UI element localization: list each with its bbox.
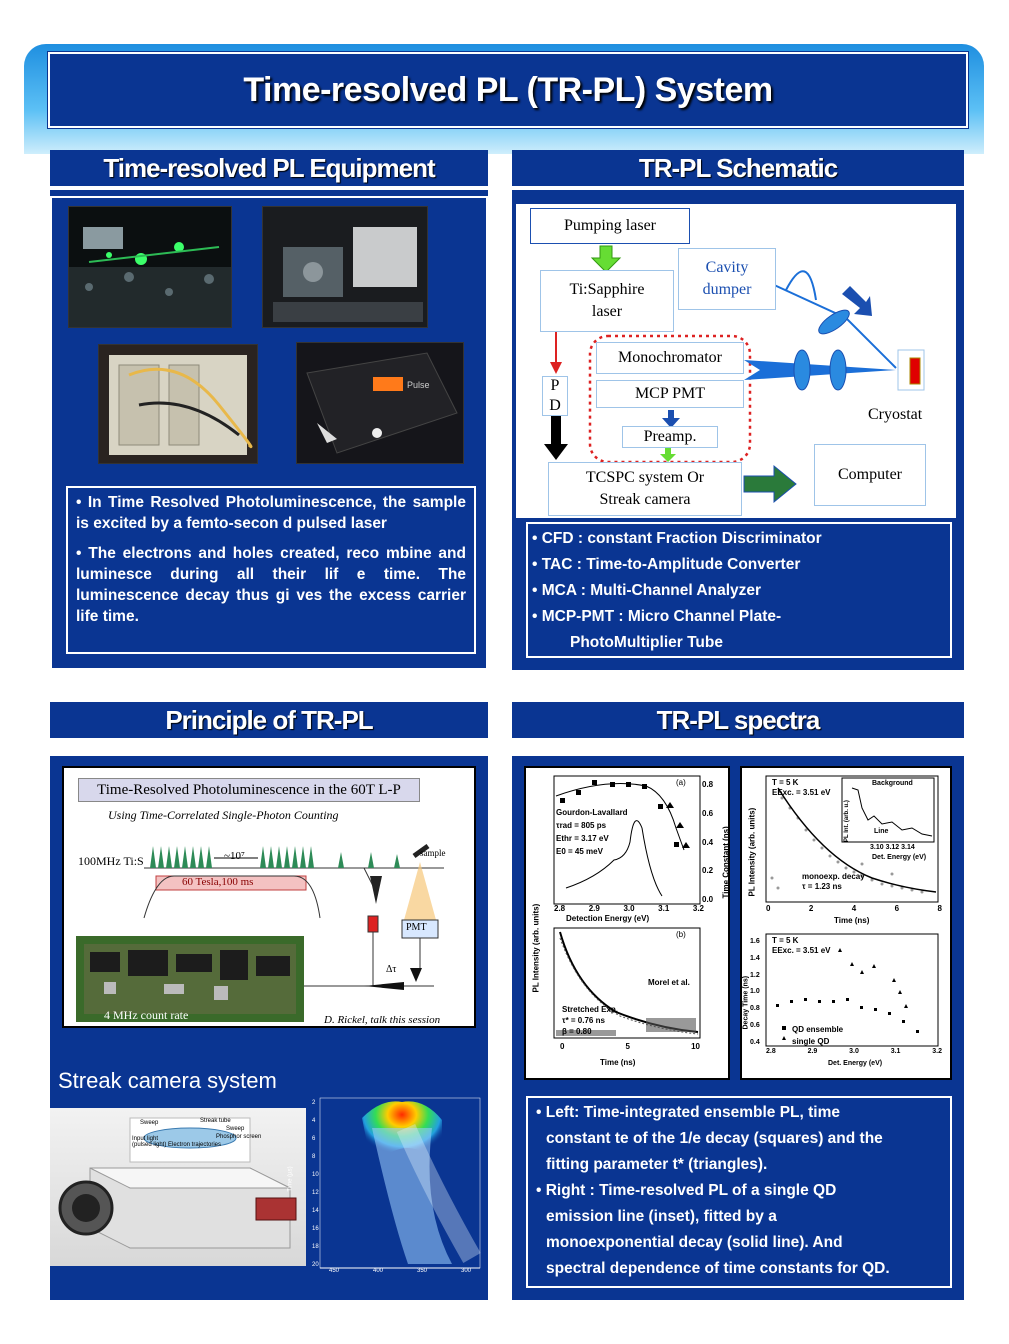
spectra-description-box [526,1096,952,1288]
left-bottom-xlabel: Time (ns) [600,1058,636,1067]
schematic-pumping-laser: Pumping laser [530,208,690,244]
schematic-tcspc: TCSPC system Or Streak camera [548,462,742,516]
principle-field: 60 Tesla,100 ms [182,876,254,888]
section-header-spectra: TR-PL spectra [512,702,964,738]
principle-pmt: PMT [406,922,427,933]
streak-yticks: 2 4 6 8 10 12 14 16 18 20 [312,1100,319,1268]
principle-count-rate: 4 MHz count rate [104,1008,189,1022]
right-top-xticks: 0 2 4 6 8 [766,904,942,913]
equipment-photo-laser-head [296,342,464,464]
equipment-text-box [66,486,476,654]
desc-line-6: monoexponential decay (solid line). And [546,1234,843,1251]
principle-laser-label: 100MHz Ti:S [78,854,144,868]
right-bottom-xticks: 2.8 2.9 3.0 3.1 3.2 [766,1048,942,1055]
principle-sample: sample [420,848,446,858]
spectra-left-graph [524,766,730,1080]
desc-line-7: spectral dependence of time constants for QD. [546,1260,890,1277]
left-top-ylabel: Time Constant (ns) [721,826,731,899]
equipment-photo-tcspc-rack [98,344,258,464]
equipment-photo-monochromator [262,206,428,328]
streak-xticks: 450 400 350 300 [328,1268,471,1274]
left-bottom-panel-label: (b) [676,930,686,939]
right-bottom-yticks: 1.6 1.4 1.2 1.0 0.8 0.6 0.4 [750,938,760,1046]
streak-part-input: Input light (pulsed light) [132,1136,167,1148]
definition-tac: • TAC : Time-to-Amplitude Converter [532,556,801,573]
equipment-panel [50,190,488,670]
principle-delta: Δτ [386,964,397,975]
streak-ylabel: Time (µs) [287,1166,294,1192]
desc-line-3: fitting parameter t* (triangles). [546,1156,768,1173]
principle-figure [62,766,476,1028]
desc-line-4: • Right : Time-resolved PL of a single QD [536,1182,837,1199]
schematic-cavity-dumper: Cavity dumper [678,248,776,310]
spectra-right-graph [740,766,952,1080]
schematic-ti-sapphire: Ti:Sapphire laser [540,270,674,332]
right-top-fit: monoexp. decay τ = 1.23 ns [802,872,865,891]
principle-panel [50,756,488,1300]
equipment-bullet-1: • In Time Resolved Photoluminescence, the sample is excited by a femto-secon d pulsed laser [76,494,466,532]
right-top-legend: T = 5 K EExc. = 3.51 eV [772,778,831,797]
desc-line-5: emission line (inset), fitted by a [546,1208,777,1225]
right-top-inset-xticks: 3.10 3.12 3.14 [870,844,915,851]
principle-pulse-count: ~10⁷ [224,850,245,862]
streak-part-phosphor: Phosphor screen [216,1134,262,1140]
left-bottom-morel: Morel et al. [648,978,690,987]
right-top-inset-xlabel: Det. Energy (eV) [872,854,927,861]
left-top-yticks: 0.8 0.6 0.4 0.2 0.0 [702,780,714,904]
page-title-box [48,52,968,128]
schematic-pd: P D [542,376,568,416]
streak-part-sweep: Sweep [140,1120,159,1126]
streak-part-tube: Streak tube [200,1118,231,1124]
definitions-box [526,522,952,658]
right-top-inset-background: Background [872,780,913,787]
definition-cfd: • CFD : constant Fraction Discriminator [532,530,822,547]
principle-figure-title: Time-Resolved Photoluminescence in the 60T L-P [78,778,420,802]
right-top-ylabel: PL Intensity (arb. units) [747,807,757,897]
schematic-preamp: Preamp. [622,426,718,448]
left-ylabel: PL Intensity (arb. units) [531,903,541,993]
left-top-xlabel: Detection Energy (eV) [566,914,650,923]
schematic-panel [512,190,964,670]
spectra-panel [512,756,964,1300]
principle-credit: D. Rickel, talk this session [324,1014,441,1026]
schematic-diagram [516,204,956,518]
principle-subtitle: Using Time-Correlated Single-Photon Counting [108,808,339,822]
section-header-equipment: Time-resolved PL Equipment [50,150,488,186]
right-bottom-xlabel: Det. Energy (eV) [828,1060,883,1067]
definition-mcp-pmt: • MCP-PMT : Micro Channel Plate- [532,608,782,625]
schematic-mcp-pmt: MCP PMT [596,380,744,408]
right-bottom-legend: T = 5 K EExc. = 3.51 eV [772,936,831,955]
desc-line-2: constant te of the 1/e decay (squares) and the [546,1130,883,1147]
right-bottom-ylabel: Decay Time (ns) [742,975,750,1030]
svg-text:Pulse: Pulse [407,380,430,390]
streak-part-sweep-2: Sweep [226,1126,245,1132]
schematic-computer: Computer [814,444,926,506]
streak-camera-label: Streak camera system [58,1068,277,1093]
streak-camera-photo [50,1108,306,1266]
desc-line-1: • Left: Time-integrated ensemble PL, time [536,1104,841,1121]
streak-part-electrons: Electron trajectories [168,1142,222,1148]
definition-mcp-pmt-cont: PhotoMultiplier Tube [570,634,723,651]
schematic-monochromator: Monochromator [596,342,744,374]
equipment-photo-laser-table [68,206,232,328]
left-top-xticks: 2.8 2.9 3.0 3.1 3.2 [554,904,704,913]
right-top-inset-ylabel: PL Int. (arb. u.) [844,800,850,842]
definition-mca: • MCA : Multi-Channel Analyzer [532,582,762,599]
left-bottom-xticks: 0 5 10 [560,1042,700,1051]
right-bottom-series: QD ensemble single QD [792,1025,844,1046]
left-bottom-stretched: Stretched Exp. τ* = 0.76 ns β = 0.80 [562,1005,619,1036]
principle-pulse-diagram [64,768,474,1026]
left-top-panel-label: (a) [676,778,686,787]
right-top-xlabel: Time (ns) [834,916,870,925]
equipment-bullet-2: • The electrons and holes created, reco mbine and luminesce during all their lif e time. The luminescence decay thus gi ves the excess carrier life time. [76,545,466,625]
section-header-principle: Principle of TR-PL [50,702,488,738]
page-title: Time-resolved PL (TR-PL) System [243,70,773,109]
left-top-legend: Gourdon-Lavallard τrad = 805 ps Ethr = 3.17 eV E0 = 45 meV [556,808,628,856]
right-top-inset-line: Line [874,828,889,835]
section-header-schematic: TR-PL Schematic [512,150,964,186]
schematic-cryostat: Cryostat [868,406,923,423]
